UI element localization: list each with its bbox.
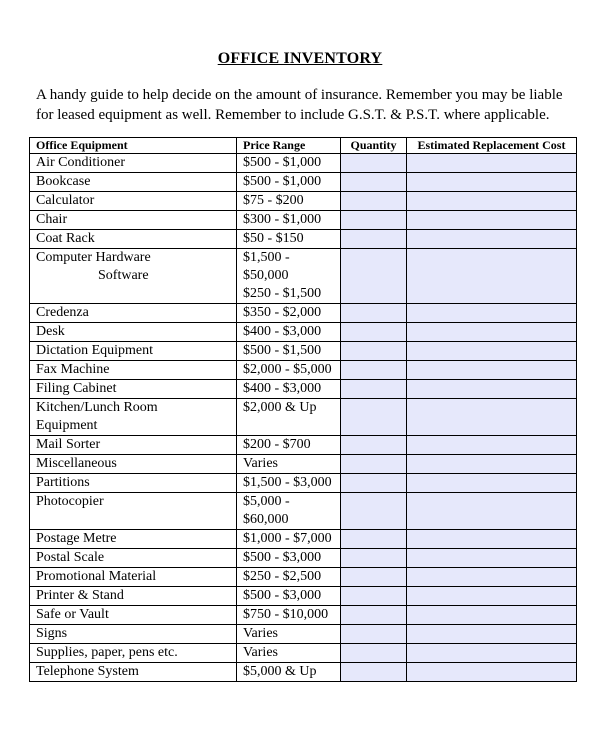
page-title: OFFICE INVENTORY	[217, 50, 383, 67]
price-range-text: $300 - $1,000	[243, 212, 322, 227]
header-price-range: Price Range	[237, 138, 341, 154]
equipment-cell	[30, 493, 237, 530]
price-range-cell	[237, 230, 341, 249]
price-range-text: $75 - $200	[243, 193, 304, 208]
price-range-text: Varies	[243, 626, 278, 641]
price-range-cell	[237, 399, 341, 436]
quantity-input-cell[interactable]	[341, 211, 407, 230]
quantity-input-cell[interactable]	[341, 644, 407, 663]
equipment-cell	[30, 587, 237, 606]
price-range-cell	[237, 625, 341, 644]
price-range-text: $1,500 - $3,000	[243, 475, 332, 490]
quantity-input-cell[interactable]	[341, 361, 407, 380]
replacement-cost-input-cell[interactable]	[407, 361, 577, 380]
price-range-cell	[237, 474, 341, 493]
inventory-table	[29, 137, 577, 682]
equipment-name: Chair	[36, 212, 68, 227]
equipment-cell	[30, 230, 237, 249]
replacement-cost-input-cell[interactable]	[407, 549, 577, 568]
equipment-name: Equipment	[36, 418, 98, 433]
equipment-cell	[30, 323, 237, 342]
table-row	[30, 249, 577, 304]
quantity-input-cell[interactable]	[341, 436, 407, 455]
equipment-cell	[30, 530, 237, 549]
price-range-cell	[237, 304, 341, 323]
quantity-input-cell[interactable]	[341, 304, 407, 323]
quantity-input-cell[interactable]	[341, 399, 407, 436]
replacement-cost-input-cell[interactable]	[407, 192, 577, 211]
equipment-name: Promotional Material	[36, 569, 157, 584]
quantity-input-cell[interactable]	[341, 192, 407, 211]
equipment-cell	[30, 342, 237, 361]
replacement-cost-input-cell[interactable]	[407, 644, 577, 663]
table-row	[30, 663, 577, 682]
replacement-cost-input-cell[interactable]	[407, 663, 577, 682]
quantity-input-cell[interactable]	[341, 530, 407, 549]
quantity-input-cell[interactable]	[341, 323, 407, 342]
quantity-input-cell[interactable]	[341, 342, 407, 361]
header-quantity: Quantity	[341, 138, 407, 154]
equipment-cell	[30, 154, 237, 173]
price-range-cell	[237, 455, 341, 474]
equipment-name: Postage Metre	[36, 531, 117, 546]
quantity-input-cell[interactable]	[341, 455, 407, 474]
price-range-cell	[237, 380, 341, 399]
equipment-subitem: Software	[98, 268, 149, 283]
price-range-cell	[237, 361, 341, 380]
price-range-text: $200 - $700	[243, 437, 311, 452]
equipment-name: Dictation Equipment	[36, 343, 154, 358]
replacement-cost-input-cell[interactable]	[407, 323, 577, 342]
price-range-text: Varies	[243, 456, 278, 471]
quantity-input-cell[interactable]	[341, 606, 407, 625]
table-row	[30, 587, 577, 606]
quantity-input-cell[interactable]	[341, 625, 407, 644]
price-range-cell	[237, 154, 341, 173]
table-row	[30, 530, 577, 549]
equipment-name: Desk	[36, 324, 65, 339]
equipment-name: Safe or Vault	[36, 607, 109, 622]
replacement-cost-input-cell[interactable]	[407, 625, 577, 644]
price-range-text: $500 - $1,000	[243, 155, 322, 170]
price-range-text: $5,000 -	[243, 494, 290, 509]
price-range-text: $2,000 & Up	[243, 400, 317, 415]
table-row	[30, 154, 577, 173]
quantity-input-cell[interactable]	[341, 230, 407, 249]
price-range-cell	[237, 606, 341, 625]
replacement-cost-input-cell[interactable]	[407, 493, 577, 530]
equipment-name: Photocopier	[36, 494, 104, 509]
equipment-name: Mail Sorter	[36, 437, 101, 452]
equipment-name: Calculator	[36, 193, 95, 208]
equipment-cell	[30, 173, 237, 192]
equipment-cell	[30, 192, 237, 211]
intro-paragraph: A handy guide to help decide on the amount of insurance. Remember you may be liable for leased equipment as well. Remember to include G.S.T. & P.S.T. where applicable.	[36, 87, 563, 123]
header-estimated-replacement-cost: Estimated Replacement Cost	[407, 138, 577, 154]
equipment-cell	[30, 380, 237, 399]
table-row	[30, 380, 577, 399]
equipment-name: Kitchen/Lunch Room	[36, 400, 158, 415]
price-range-text: $500 - $1,000	[243, 174, 322, 189]
equipment-name: Fax Machine	[36, 362, 110, 377]
price-range-cell	[237, 342, 341, 361]
equipment-cell	[30, 549, 237, 568]
price-range-text: Varies	[243, 645, 278, 660]
equipment-cell	[30, 304, 237, 323]
price-range-text: $250 - $1,500	[243, 286, 322, 301]
equipment-name: Signs	[36, 626, 68, 641]
table-row	[30, 173, 577, 192]
equipment-cell	[30, 249, 237, 304]
equipment-cell	[30, 568, 237, 587]
equipment-cell	[30, 644, 237, 663]
replacement-cost-input-cell[interactable]	[407, 399, 577, 436]
price-range-text: $500 - $1,500	[243, 343, 322, 358]
price-range-text: $750 - $10,000	[243, 607, 329, 622]
price-range-text: $1,500 -	[243, 250, 290, 265]
quantity-input-cell[interactable]	[341, 493, 407, 530]
table-row	[30, 399, 577, 436]
price-range-text: $500 - $3,000	[243, 588, 322, 603]
price-range-text: $50 - $150	[243, 231, 304, 246]
price-range-cell	[237, 644, 341, 663]
price-range-cell	[237, 568, 341, 587]
equipment-cell	[30, 436, 237, 455]
price-range-cell	[237, 323, 341, 342]
replacement-cost-input-cell[interactable]	[407, 474, 577, 493]
price-range-text: $2,000 - $5,000	[243, 362, 332, 377]
equipment-name: Computer Hardware	[36, 250, 151, 265]
replacement-cost-input-cell[interactable]	[407, 455, 577, 474]
price-range-text: $50,000	[243, 268, 289, 283]
table-row	[30, 211, 577, 230]
equipment-name: Air Conditioner	[36, 155, 126, 170]
price-range-cell	[237, 663, 341, 682]
replacement-cost-input-cell[interactable]	[407, 587, 577, 606]
equipment-name: Bookcase	[36, 174, 91, 189]
equipment-cell	[30, 625, 237, 644]
price-range-text: $1,000 - $7,000	[243, 531, 332, 546]
quantity-input-cell[interactable]	[341, 568, 407, 587]
replacement-cost-input-cell[interactable]	[407, 436, 577, 455]
price-range-text: $250 - $2,500	[243, 569, 322, 584]
quantity-input-cell[interactable]	[341, 249, 407, 304]
price-range-text: $500 - $3,000	[243, 550, 322, 565]
price-range-text: $60,000	[243, 512, 289, 527]
price-range-cell	[237, 173, 341, 192]
equipment-name: Telephone System	[36, 664, 139, 679]
header-office-equipment: Office Equipment	[30, 138, 237, 154]
price-range-cell	[237, 587, 341, 606]
table-row	[30, 455, 577, 474]
equipment-cell	[30, 663, 237, 682]
replacement-cost-input-cell[interactable]	[407, 606, 577, 625]
equipment-cell	[30, 606, 237, 625]
table-row	[30, 323, 577, 342]
replacement-cost-input-cell[interactable]	[407, 173, 577, 192]
equipment-cell	[30, 361, 237, 380]
replacement-cost-input-cell[interactable]	[407, 568, 577, 587]
quantity-input-cell[interactable]	[341, 173, 407, 192]
quantity-input-cell[interactable]	[341, 474, 407, 493]
replacement-cost-input-cell[interactable]	[407, 211, 577, 230]
table-row	[30, 230, 577, 249]
equipment-cell	[30, 455, 237, 474]
price-range-cell	[237, 493, 341, 530]
replacement-cost-input-cell[interactable]	[407, 154, 577, 173]
equipment-name: Postal Scale	[36, 550, 105, 565]
table-row	[30, 549, 577, 568]
replacement-cost-input-cell[interactable]	[407, 230, 577, 249]
quantity-input-cell[interactable]	[341, 154, 407, 173]
table-row	[30, 361, 577, 380]
table-row	[30, 436, 577, 455]
table-row	[30, 606, 577, 625]
table-row	[30, 474, 577, 493]
table-row	[30, 625, 577, 644]
equipment-name: Printer & Stand	[36, 588, 124, 603]
price-range-cell	[237, 192, 341, 211]
price-range-cell	[237, 436, 341, 455]
table-header-row	[30, 138, 577, 154]
table-row	[30, 568, 577, 587]
table-row	[30, 493, 577, 530]
price-range-text: $350 - $2,000	[243, 305, 322, 320]
price-range-cell	[237, 211, 341, 230]
quantity-input-cell[interactable]	[341, 663, 407, 682]
replacement-cost-input-cell[interactable]	[407, 530, 577, 549]
table-row	[30, 304, 577, 323]
equipment-name: Filing Cabinet	[36, 381, 117, 396]
price-range-cell	[237, 549, 341, 568]
table-row	[30, 644, 577, 663]
equipment-name: Credenza	[36, 305, 89, 320]
equipment-cell	[30, 211, 237, 230]
replacement-cost-input-cell[interactable]	[407, 342, 577, 361]
inventory-table-body	[30, 154, 577, 682]
equipment-name: Partitions	[36, 475, 90, 490]
price-range-text: $5,000 & Up	[243, 664, 317, 679]
quantity-input-cell[interactable]	[341, 549, 407, 568]
replacement-cost-input-cell[interactable]	[407, 380, 577, 399]
price-range-text: $400 - $3,000	[243, 324, 322, 339]
price-range-cell	[237, 249, 341, 304]
table-row	[30, 192, 577, 211]
equipment-name: Coat Rack	[36, 231, 95, 246]
price-range-text: $400 - $3,000	[243, 381, 322, 396]
table-row	[30, 342, 577, 361]
price-range-cell	[237, 530, 341, 549]
replacement-cost-input-cell[interactable]	[407, 249, 577, 304]
equipment-cell	[30, 399, 237, 436]
quantity-input-cell[interactable]	[341, 587, 407, 606]
quantity-input-cell[interactable]	[341, 380, 407, 399]
replacement-cost-input-cell[interactable]	[407, 304, 577, 323]
equipment-name: Supplies, paper, pens etc.	[36, 645, 178, 660]
equipment-name: Miscellaneous	[36, 456, 117, 471]
equipment-cell	[30, 474, 237, 493]
